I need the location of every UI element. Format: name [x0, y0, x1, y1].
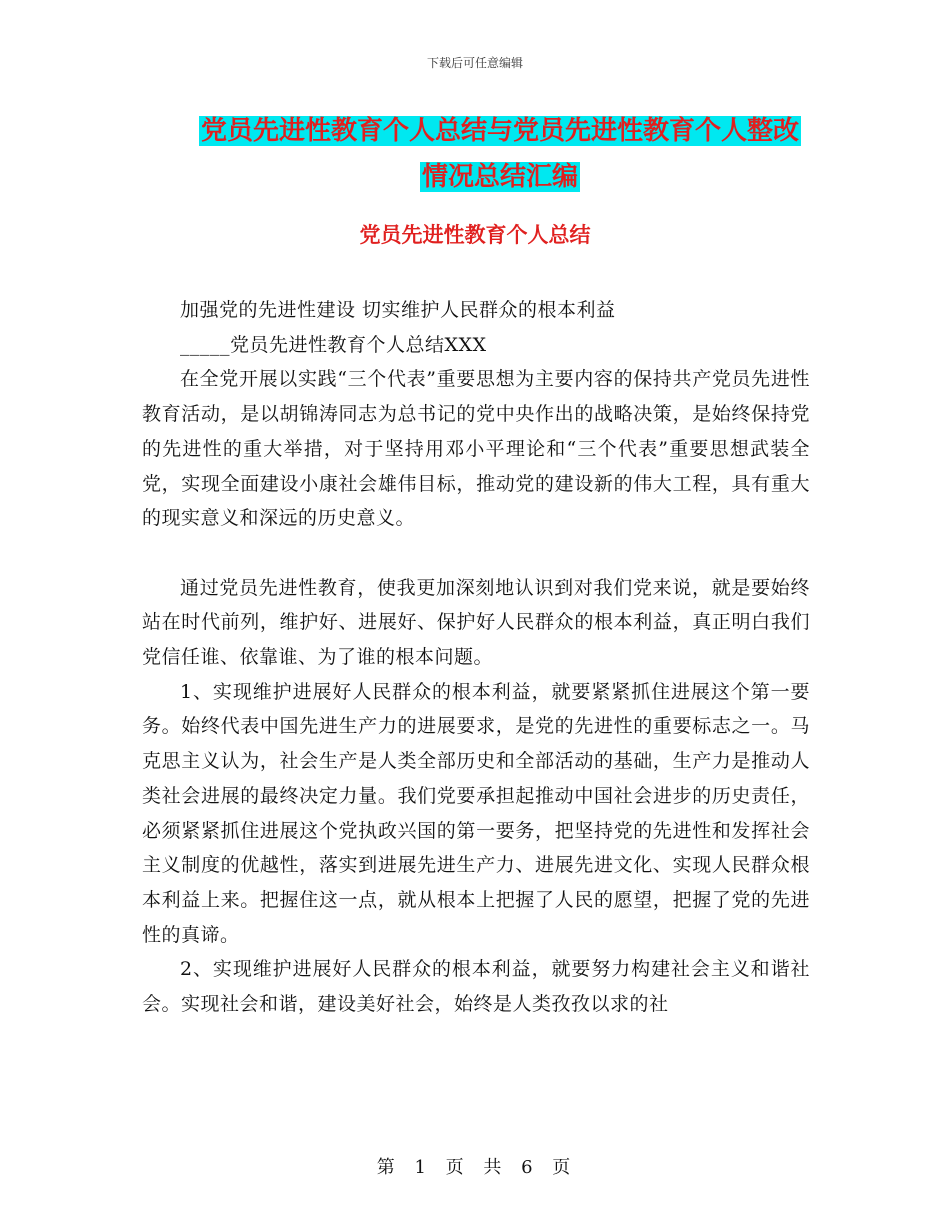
page-footer: 第 1 页 共 6 页 — [376, 1157, 574, 1178]
subtitle-paragraph: 加强党的先进性建设 切实维护人民群众的根本利益 — [180, 299, 616, 321]
body-paragraph: 在全党开展以实践“三个代表”重要思想为主要内容的保持共产党员先进性教育活动，是以胡锦涛同志为总书记的党中央作出的战略决策，是始终保持党的先进性的重大举措，对于坚持用邓小平理论和“三个代表”重要思想武装全党，实现全面建设小康社会雄伟目标，推动党的建设新的伟大工程，具有重大的现实意义和深远的历史意义。 — [142, 368, 810, 530]
document-title-line-2: 情况总结汇编 — [421, 162, 578, 192]
document-title — [140, 108, 860, 200]
document-body — [142, 293, 810, 1022]
document-title-line-1: 党员先进性教育个人总结与党员先进性教育个人整改 — [200, 116, 799, 146]
body-paragraph: 通过党员先进性教育，使我更加深刻地认识到对我们党来说，就是要始终站在时代前列，维护好、进展好、保护好人民群众的根本利益，真正明白我们党信任谁、依靠谁、为了谁的根本问题。 — [142, 576, 810, 669]
body-paragraph: 2、实现维护进展好人民群众的根本利益，就要努力构建社会主义和谐社会。实现社会和谐，建设美好社会，始终是人类孜孜以求的社 — [142, 958, 810, 1016]
body-paragraph: 1、实现维护进展好人民群众的根本利益，就要紧紧抓住进展这个第一要务。始终代表中国先进生产力的进展要求，是党的先进性的重要标志之一。马克思主义认为，社会生产是人类全部历史和全部活动的基础，生产力是推动人类社会进展的最终决定力量。我们党要承担起推动中国社会进步的历史责任，必须紧紧抓住进展这个党执政兴国的第一要务，把坚持党的先进性和发挥社会主义制度的优越性，落实到进展先进生产力、进展先进文化、实现人民群众根本利益上来。把握住这一点，就从根本上把握了人民的愿望，把握了党的先进性的真谛。 — [142, 680, 810, 946]
section-title: 党员先进性教育个人总结 — [359, 223, 591, 247]
header-note: 下载后可任意编辑 — [426, 56, 523, 70]
byline-paragraph: _____党员先进性教育个人总结XXX — [180, 333, 487, 356]
